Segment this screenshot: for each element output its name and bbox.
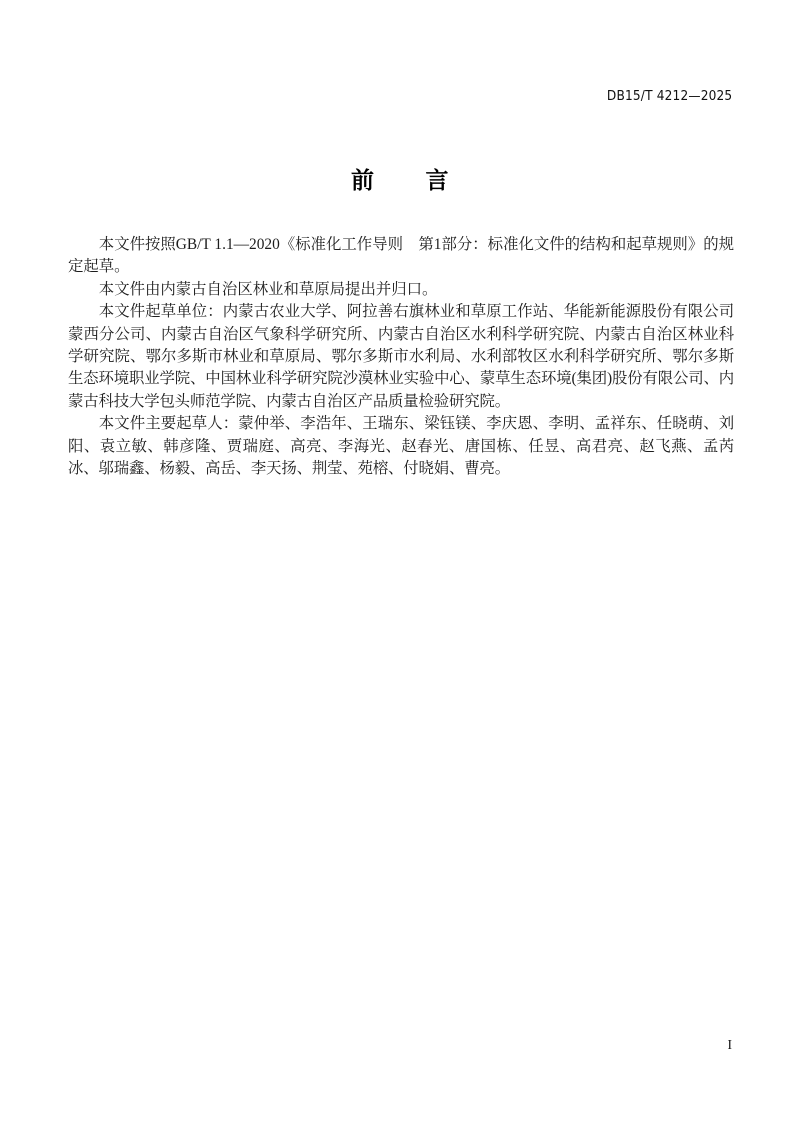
foreword-paragraph-drafters: 本文件主要起草人：蒙仲举、李浩年、王瑞东、梁钰镁、李庆恩、李明、孟祥东、任晓萌、刘阳、袁立敏、韩彦隆、贾瑞庭、高亮、李海光、赵春光、唐国栋、任昱、高君亮、赵飞燕、孟芮冰、邬瑞鑫、杨毅、高岳、李天扬、荆莹、苑榕、付晓娟、曹亮。 [68, 415, 734, 478]
foreword-paragraph-drafting-units: 本文件起草单位：内蒙古农业大学、阿拉善右旗林业和草原工作站、华能新能源股份有限公司蒙西分公司、内蒙古自治区气象科学研究所、内蒙古自治区水利科学研究院、内蒙古自治区林业科学研究院、鄂尔多斯市林业和草原局、鄂尔多斯市水利局、水利部牧区水利科学研究所、鄂尔多斯生态环境职业学院、中国林业科学研究院沙漠林业实验中心、蒙草生态环境(集团)股份有限公司、内蒙古科技大学包头师范学院、内蒙古自治区产品质量检验研究院。 [68, 303, 734, 410]
foreword-body [68, 234, 734, 480]
foreword-paragraph-proposer: 本文件由内蒙古自治区林业和草原局提出并归口。 [98, 280, 438, 298]
running-header [68, 88, 732, 108]
page-title: 前 言 [350, 168, 450, 194]
standard-number: DB15/T 4212—2025 [606, 88, 732, 104]
foreword-paragraph-basis: 本文件按照GB/T 1.1—2020《标准化工作导则 第1部分：标准化文件的结构和起草规则》的规定起草。 [68, 236, 734, 276]
page-number: I [727, 1037, 732, 1052]
running-footer [68, 1036, 732, 1054]
